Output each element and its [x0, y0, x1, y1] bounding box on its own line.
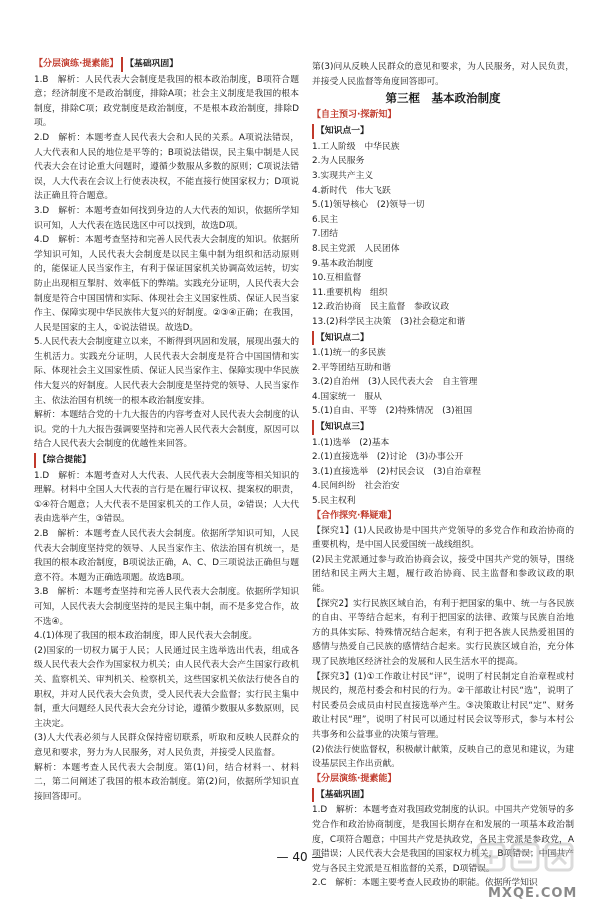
comp-answer-3: 3.B 解析：本题考查坚持和完善人民代表大会制度。依据所学知识可知，人民代表大会制度坚持的是民主集中制，而不是多党合作，故不选④。: [34, 587, 299, 627]
right-column: [312, 60, 574, 891]
list-item: 12.政治协商 民主监督 参政议政: [312, 302, 450, 313]
section-basic: 【基础巩固】: [121, 57, 178, 72]
comp-answer-2: 2.B 解析：本题考查人民代表大会制度。依据所学知识可知，人民代表大会制度坚持党的领导、人民当家作主、依法治国有机统一，是我国的根本政治制度，B项说法正确，A、C、D三项说法正确但与题意不符。本题为正确选项题。故选B项。: [34, 529, 299, 583]
list-item: 4.新时代 伟大飞跃: [312, 185, 391, 196]
section-header-practice: 【分层演练·提素能】: [34, 59, 119, 69]
list-item: 5.(1)自由、平等 (2)特殊情况 (3)祖国: [312, 406, 473, 417]
answer-5: 5.人民代表大会制度建立以来，不断得到巩固和发展，展现出强大的生机活力。实践充分证明，人民代表大会制度是符合中国国情和实际、体现社会主义国家性质、保证人民当家作主、保障实现中华民族伟大复兴的好制度。人民代表大会制度是坚持党的领导、人民当家作主、依法治国有机统一的根本政治制度安排。: [34, 337, 299, 406]
comp-answer-1: 1.D 解析：本题考查对人大代表、人民代表大会制度等相关知识的理解。材料中全国人大代表的言行是在履行审议权、提案权的职责，①④符合题意；人大代表不是国家机关的工作人员，②错误；人大代表由选举产生，③错误。: [34, 470, 299, 525]
section-comprehensive: 【综合提能】: [34, 453, 91, 468]
knowledge-point-1: 【知识点一】: [312, 124, 369, 139]
list-item: 10.互相监督: [312, 273, 362, 284]
list-item: 4.国家统一 服从: [312, 391, 382, 402]
section-header-explore: 【合作探究·释疑难】: [312, 510, 397, 521]
explore-1: 【探究1】(1)人民政协是中国共产党领导的多党合作和政治协商的重要机构，是中国人民爱国统一战线组织。: [312, 525, 574, 551]
kp2-list: [312, 346, 574, 419]
list-item: 6.民主: [312, 214, 338, 225]
left-column: [34, 56, 299, 804]
list-item: 5.(1)领导核心 (2)领导一切: [312, 200, 425, 211]
kp3-list: [312, 436, 574, 509]
kp1-list: [312, 140, 574, 330]
section-basic-2: 【基础巩固】: [312, 788, 369, 803]
list-item: 1.工人阶级 中华民族: [312, 141, 400, 152]
comp-answer-4c: (3)人大代表必须与人民群众保持密切联系，听取和反映人民群众的意见和要求，努力为人民服务，对人民负责，并接受人民监督。: [34, 733, 299, 758]
page-number: — 40 —: [276, 850, 324, 864]
list-item: 9.基本政治制度: [312, 258, 374, 269]
comp-answer-4b: (2)国家的一切权力属于人民；人民通过民主选举选出代表，组成各级人民代表大会作为国家权力机关；由人民代表大会产生国家行政机关、监察机关、审判机关、检察机关，这些国家机关依法行使各自的职权，并对人民代表大会负责，受人民代表大会监督；实行民主集中制，重大问题经人民代表大会充分讨论，遵循少数服从多数原则，民主决定。: [34, 645, 299, 729]
answer-5-note: 解析：本题结合党的十九大报告的内容考查对人民代表大会制度的认识。党的十九大报告强调要坚持和完善人民代表大会制度，原因可以结合人民代表大会制度的优越性来回答。: [34, 410, 299, 450]
list-item: 2.为人民服务: [312, 156, 365, 167]
explore-1b: (2)民主党派通过参与政治协商会议，接受中国共产党的领导，围绕团结和民主两大主题，履行政治协商、民主监督和参政议政的职能。: [312, 554, 574, 594]
comp-answer-4-note: 解析：本题考查人民代表大会制度。第(1)问，结合材料一、材料二，第二问阐述了我国的根本政治制度。第(2)问，依据所学知识直接回答即可。: [34, 762, 299, 802]
list-item: 2.平等团结互助和谐: [312, 362, 391, 373]
list-item: 2.(1)直接选举 (2)讨论 (3)办事公开: [312, 452, 464, 463]
list-item: 3.实现共产主义: [312, 170, 374, 181]
explore-3: 【探究3】(1)①工作敢让村民“评”，说明了村民制定自治章程或村规民约，规范村委会和村民的行为。②干部敢让村民“选”，说明了村民委员会成员由村民直接选举产生。③决策敢让村民“定”、财务敢让村民“理”，说明了村民可以通过村民会议等形式，参与本村公共事务和公益事业的决策与管理。: [312, 671, 574, 740]
list-item: 7.团结: [312, 229, 338, 240]
list-item: 3.(2)自治州 (3)人民代表大会 自主管理: [312, 377, 478, 388]
list-item: 1.(1)统一的多民族: [312, 348, 386, 359]
answer-2: 2.D 解析：本题考查人民代表大会和人民的关系。A项说法错误，人大代表和人民的地位是平等的；B项说法错误，民主集中制是人民代表大会在讨论重大问题时，遵循少数服从多数的原则；C项说法错误，人大代表在会议上行使表决权，不能直接行使国家权力；D项说法正确且符合题意。: [34, 132, 299, 202]
answer-3: 3.D 解析：本题考查如何找到身边的人大代表的知识，依据所学知识可知，人大代表在选民选区中可以找到，故选D项。: [34, 205, 299, 231]
continued-answer: 第(3)问从反映人民群众的意见和要求，为人民服务，对人民负责，并接受人民监督等角度回答即可。: [312, 62, 574, 87]
list-item: 4.民间纠纷 社会治安: [312, 481, 400, 492]
section-header-practice-2: 【分层演练·提素能】: [312, 773, 397, 784]
list-item: 5.民主权利: [312, 496, 356, 507]
answer-1: 1.B 解析：人民代表大会制度是我国的根本政治制度，B项符合题意；经济制度不是政治制度，排除A项；社会主义制度是我国的根本制度，排除C项；政党制度是政治制度，不是根本政治制度，排除D项。: [34, 74, 299, 129]
knowledge-point-2: 【知识点二】: [312, 331, 369, 346]
chapter-title: 第三框 基本政治制度: [385, 91, 501, 106]
list-item: 3.(1)直接选举 (2)村民会议 (3)自治章程: [312, 466, 481, 477]
explore-3b: (2)依法行使监督权，积极献计献策，反映自己的意见和建议，为建设基层民主作出贡献。: [312, 744, 574, 770]
list-item: 1.(1)选举 (2)基本: [312, 437, 390, 448]
list-item: 13.(2)科学民主决策 (3)社会稳定和谐: [312, 316, 466, 327]
watermark-text: MXQE.COM: [488, 886, 578, 901]
list-item: 11.重要机构 组织: [312, 287, 388, 298]
right-answer-1: 1.D 解析：本题考查对我国政党制度的认识。中国共产党领导的多党合作和政治协商制度，是我国长期存在和发展的一项基本政治制度，C项符合题意；中国共产党是执政党，各民主党派是参政党，A项错误；人民代表大会是我国的国家权力机关，B项错误；中国共产党与各民主党派是互相监督的关系，D项错误。: [312, 805, 574, 874]
comp-answer-4: 4.(1)体现了我国的根本政治制度，即人民代表大会制度。: [34, 631, 258, 642]
knowledge-point-3: 【知识点三】: [312, 420, 369, 435]
list-item: 8.民主党派 人民团体: [312, 243, 400, 254]
answer-4: 4.D 解析：本题考查坚持和完善人民代表大会制度的知识。依据所学知识可知，人民代表大会制度是以民主集中制为组织和活动原则的，能保证人民当家作主，有利于保证国家机关协调高效运转，切实防止出现相互掣肘、效率低下的弊端。实践充分证明，人民代表大会制度是符合中国国情和实际、体现社会主义国家性质、保证人民当家作主、保障实现中华民族伟大复兴的好制度。②③④正确；在我国，人民是国家的主人，①说法错误。故选D。: [34, 235, 299, 333]
right-answer-2: 2.C 解析：本题主要考查人民政协的职能。依据所学知识: [312, 878, 538, 889]
explore-2: 【探究2】实行民族区域自治，有利于把国家的集中、统一与各民族的自由、平等结合起来，有利于把国家的法律、政策与民族自治地方的具体实际、特殊情况结合起来，有利于把各族人民热爱祖国的感情与热爱自己民族的感情结合起来。实行民族区域自治，充分体现了民族地区经济社会的发展和人民生活水平的提高。: [312, 598, 574, 667]
section-header-preview: 【自主预习·探新知】: [312, 110, 397, 121]
